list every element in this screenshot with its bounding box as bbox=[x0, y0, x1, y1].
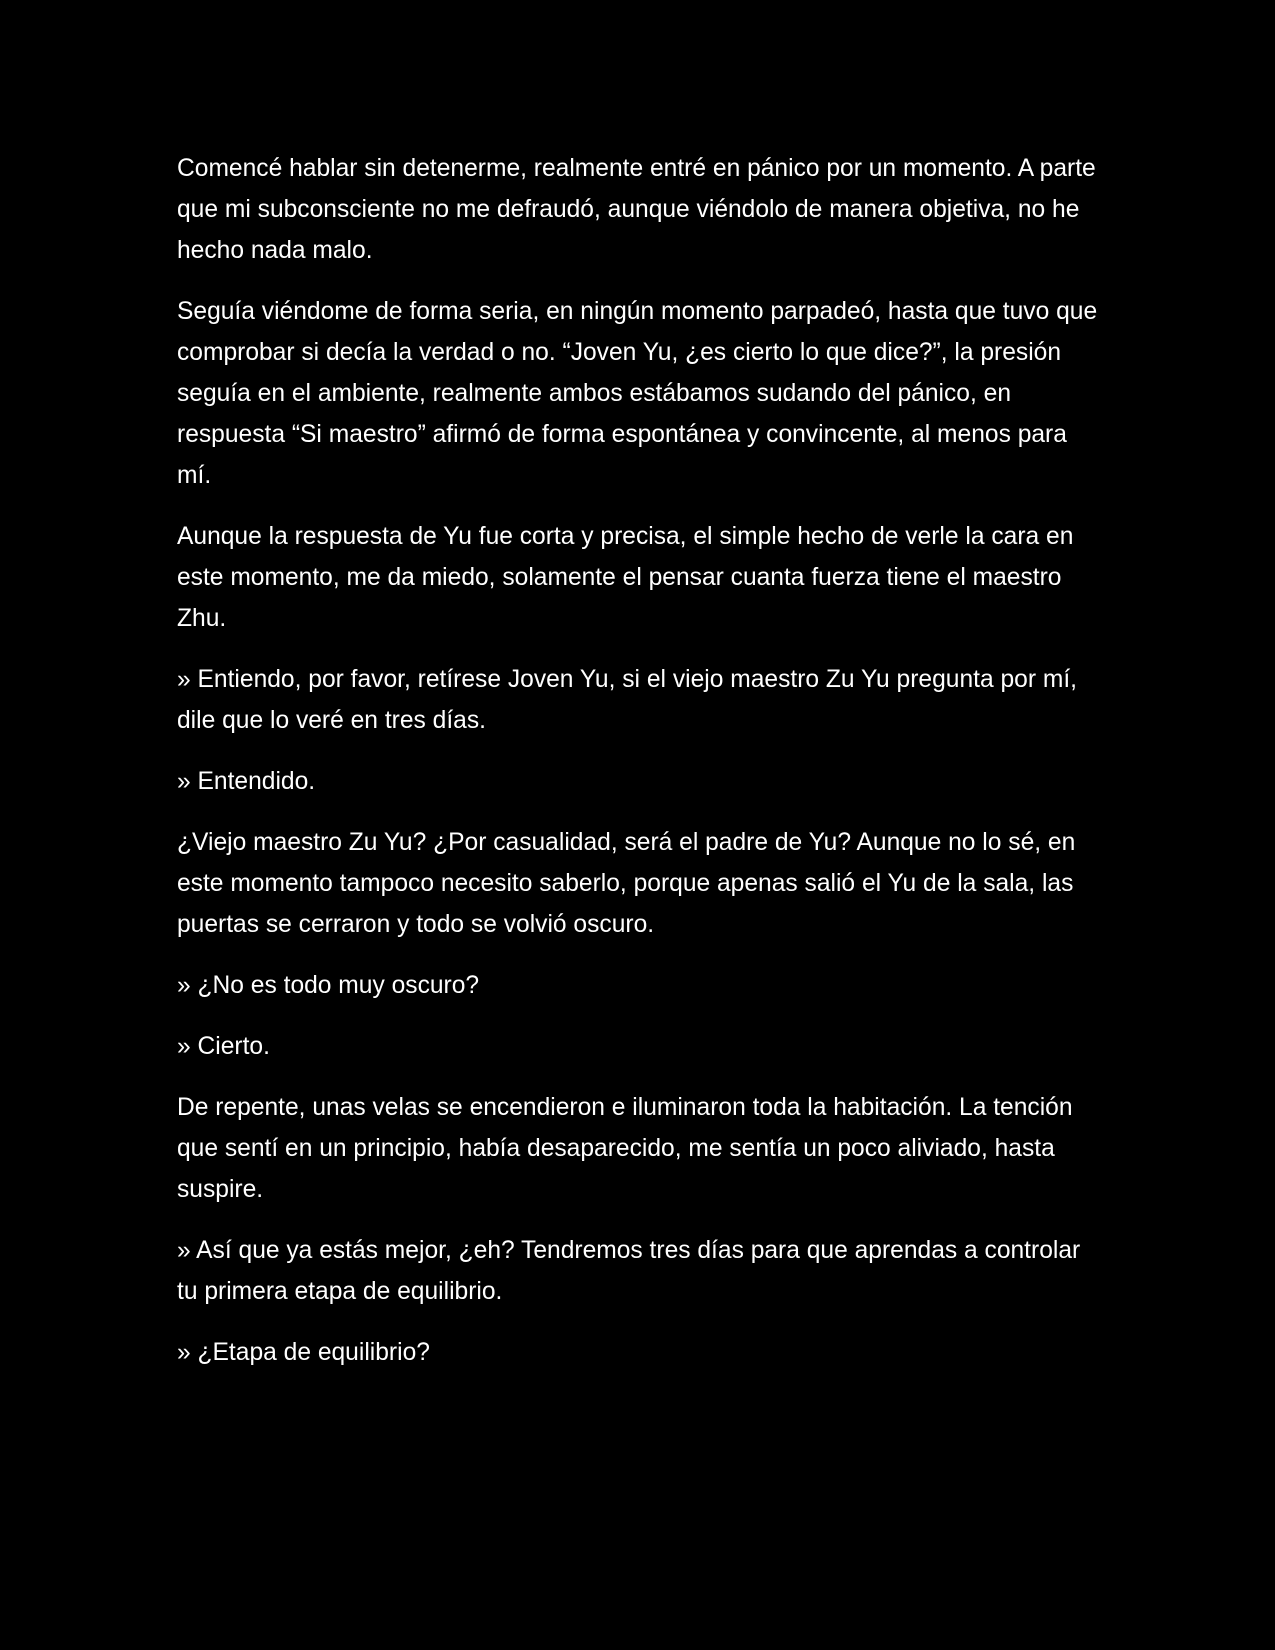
paragraph: Comencé hablar sin detenerme, realmente entré en pánico por un momento. A parte que mi subconsciente no me defraudó, aunque viéndolo de manera objetiva, no he hecho nada malo. bbox=[177, 155, 1096, 264]
dialogue-line: » Así que ya estás mejor, ¿eh? Tendremos tres días para que aprendas a controlar tu primera etapa de equilibrio. bbox=[177, 1237, 1081, 1305]
dialogue-line: » ¿Etapa de equilibrio? bbox=[177, 1339, 430, 1366]
dialogue-line: » Entendido. bbox=[177, 768, 316, 795]
paragraph: ¿Viejo maestro Zu Yu? ¿Por casualidad, será el padre de Yu? Aunque no lo sé, en este momento tampoco necesito saberlo, porque apenas salió el Yu de la sala, las puertas se cerraron y todo se volvió oscuro. bbox=[177, 829, 1076, 938]
document-body bbox=[177, 148, 1107, 1393]
paragraph: Aunque la respuesta de Yu fue corta y precisa, el simple hecho de verle la cara en este momento, me da miedo, solamente el pensar cuanta fuerza tiene el maestro Zhu. bbox=[177, 523, 1074, 632]
dialogue-line: » ¿No es todo muy oscuro? bbox=[177, 972, 480, 999]
dialogue-line: » Entiendo, por favor, retírese Joven Yu, si el viejo maestro Zu Yu pregunta por mí, dile que lo veré en tres días. bbox=[177, 666, 1078, 734]
paragraph: Seguía viéndome de forma seria, en ningún momento parpadeó, hasta que tuvo que comprobar si decía la verdad o no. “Joven Yu, ¿es cierto lo que dice?”, la presión seguía en el ambiente, realmente ambos estábamos sudando del pánico, en respuesta “Si maestro” afirmó de forma espontánea y convincente, al menos para mí. bbox=[177, 298, 1098, 489]
dialogue-line: » Cierto. bbox=[177, 1033, 270, 1060]
paragraph: De repente, unas velas se encendieron e iluminaron toda la habitación. La tención que sentí en un principio, había desaparecido, me sentía un poco aliviado, hasta suspire. bbox=[177, 1094, 1073, 1203]
